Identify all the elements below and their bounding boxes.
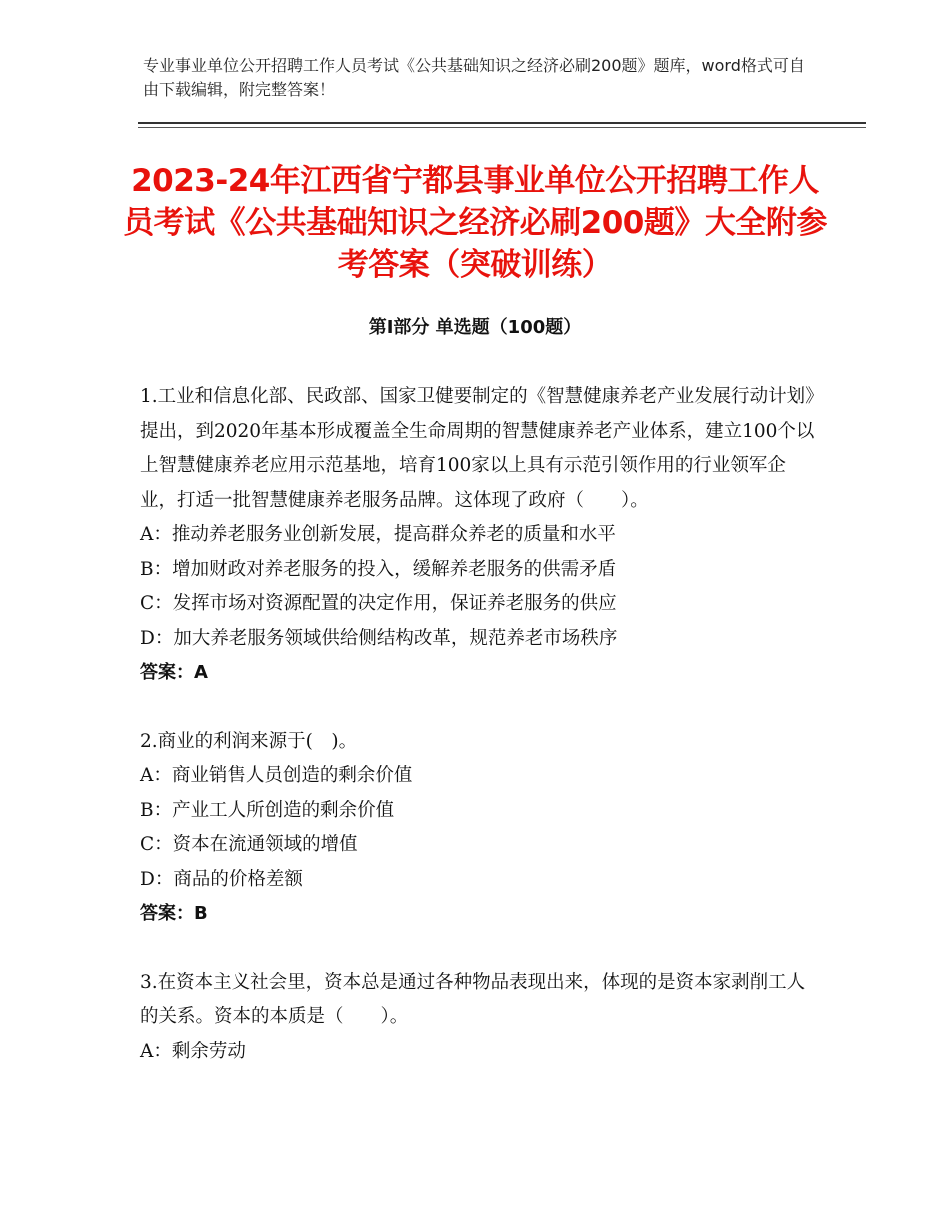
question-option-a: A：商业销售人员创造的剩余价值 [140, 765, 413, 786]
question-stem: 2.商业的利润来源于( )。 [140, 730, 358, 752]
section-title: 第Ⅰ部分 单选题（100题） [368, 317, 582, 338]
question-option-a: A：剩余劳动 [140, 1040, 246, 1062]
question-list [140, 380, 820, 1069]
question-gap [140, 691, 820, 725]
question-option-c: C：发挥市场对资源配置的决定作用，保证养老服务的供应 [140, 593, 617, 614]
header-divider-thin [138, 127, 866, 128]
question-item [140, 725, 820, 932]
question-gap [140, 932, 820, 966]
question-option-c: C：资本在流通领域的增值 [140, 834, 358, 855]
question-item [140, 380, 820, 691]
question-option-a: A：推动养老服务业创新发展，提高群众养老的质量和水平 [140, 524, 616, 545]
header-divider-thick [138, 122, 866, 124]
question-answer: 答案：B [140, 903, 208, 924]
question-item [140, 966, 820, 1070]
question-option-d: D：商品的价格差额 [140, 868, 303, 890]
question-option-d: D：加大养老服务领域供给侧结构改革，规范养老市场秩序 [140, 627, 618, 649]
question-option-b: B：增加财政对养老服务的投入，缓解养老服务的供需矛盾 [140, 558, 617, 580]
header-note: 专业事业单位公开招聘工作人员考试《公共基础知识之经济必刷200题》题库，word格式可自由下载编辑，附完整答案！ [143, 56, 805, 99]
document-title: 2023-24年江西省宁都县事业单位公开招聘工作人员考试《公共基础知识之经济必刷200题》大全附参考答案（突破训练） [123, 163, 827, 283]
question-stem: 3.在资本主义社会里，资本总是通过各种物品表现出来，体现的是资本家剥削工人的关系。资本的本质是（ ）。 [140, 971, 806, 1027]
question-answer: 答案：A [140, 662, 208, 683]
question-option-b: B：产业工人所创造的剩余价值 [140, 799, 395, 821]
question-stem: 1.工业和信息化部、民政部、国家卫健要制定的《智慧健康养老产业发展行动计划》提出，到2020年基本形成覆盖全生命周期的智慧健康养老产业体系，建立100个以上智慧健康养老应用示范基地，培育100家以上具有示范引领作用的行业领军企业，打适一批智慧健康养老服务品牌。这体现了政府（ ）。 [140, 386, 815, 511]
